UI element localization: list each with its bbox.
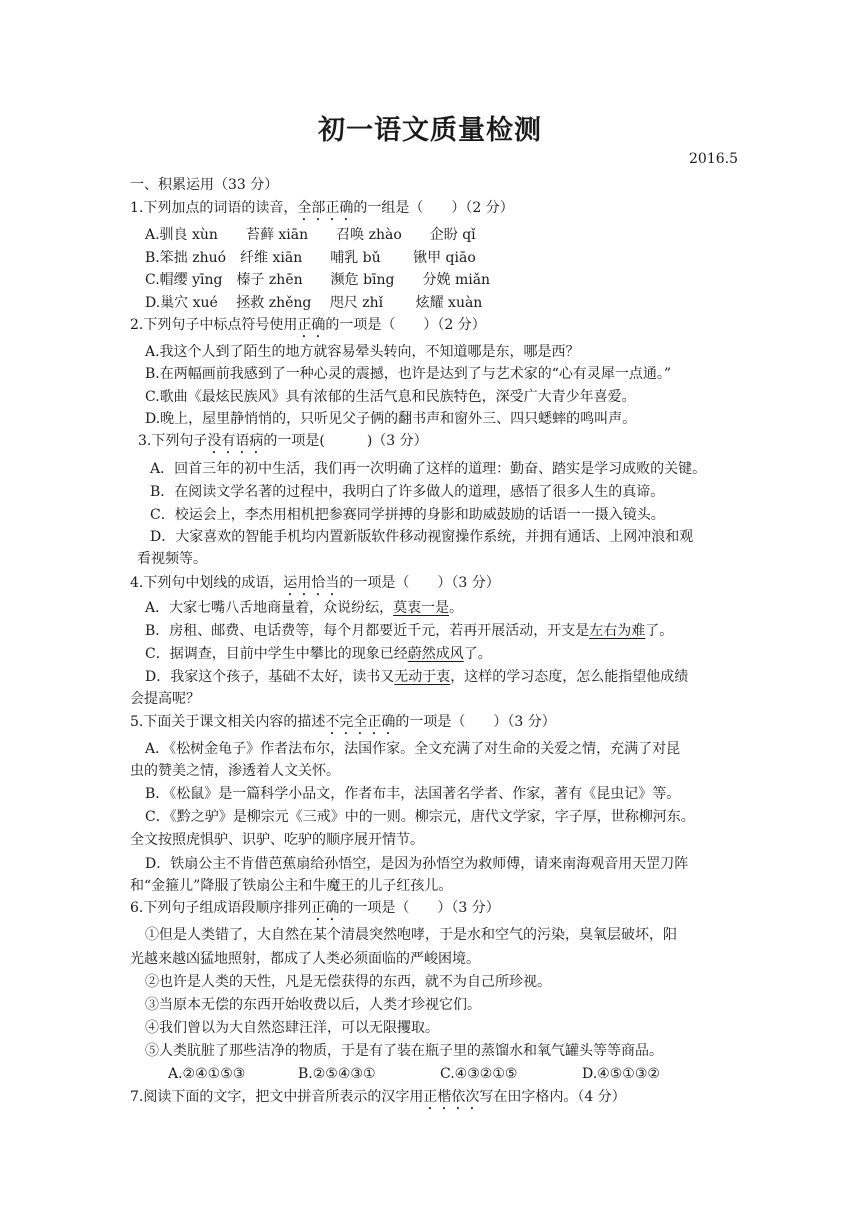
q3-option-b: B．在阅读文学名著的过程中，我明白了许多做人的道理，感悟了很多人生的真谛。 — [150, 484, 665, 500]
q3-option-d-cont: 看视频等。 — [137, 551, 207, 567]
q4-option-d: D．我家这个孩子，基础不太好，读书又无动于衷，这样的学习态度，怎么能指望他成绩 — [145, 669, 689, 685]
q6-sentence-3: ③当原本无偿的东西开始收费以后，人类才珍视它们。 — [145, 997, 481, 1013]
emphasis-text: 正楷依次 — [423, 1089, 480, 1105]
q5-option-c-cont: 全文按照虎惧驴、识驴、吃驴的顺序展开情节。 — [130, 832, 424, 848]
q1-option-d: D.巢穴 xué 拯救 zhěng 咫尺 zhǐ 炫耀 xuàn — [145, 295, 483, 311]
section-heading: 一、积累运用（33 分） — [130, 177, 279, 193]
q1-option-a: A.驯良 xùn 苔藓 xiān 召唤 zhào 企盼 qǐ — [145, 227, 476, 243]
q4-option-c: C．据调查，目前中学生中攀比的现象已经蔚然成风了。 — [145, 646, 492, 662]
question-4-stem: 4.下列句中划线的成语，运用恰当的一项是（ ）（3 分） — [130, 575, 500, 591]
emphasis-text: 全部正确 — [297, 200, 354, 216]
q4-option-d-cont: 会提高呢？ — [130, 691, 200, 707]
q6-sentence-2: ②也许是人类的天性，凡是无偿获得的东西，就不为自己所珍视。 — [145, 974, 551, 990]
q6-option-c: C.④③②①⑤ — [440, 1066, 518, 1082]
question-1-stem: 1.下列加点的词语的读音，全部正确的一组是（ ）（2 分） — [130, 200, 514, 216]
emphasis-text: 正确 — [311, 900, 340, 916]
q1-option-b: B.笨拙 zhuó 纤维 xiān 哺乳 bǔ 锹甲 qiāo — [145, 250, 476, 266]
question-6-stem: 6.下列句子组成语段顺序排列正确的一项是（ ）（3 分） — [130, 900, 500, 916]
q5-option-b: B．《松鼠》是一篇科学小品文，作者布丰，法国著名学者、作家，著有《昆虫记》等。 — [145, 786, 681, 802]
question-7-stem: 7.阅读下面的文字，把文中拼音所表示的汉字用正楷依次写在田字格内。（4 分） — [130, 1089, 626, 1105]
q1-option-c: C.帽缨 yīng 榛子 zhēn 濒危 bīng 分娩 miǎn — [145, 272, 491, 288]
q6-option-a: A.②④①⑤③ — [168, 1066, 246, 1082]
question-2-stem: 2.下列句子中标点符号使用正确的一项是（ ）（2 分） — [130, 317, 486, 333]
q4-option-b: B．房租、邮费、电话费等，每个月都要近千元，若再开展活动，开支是左右为难了。 — [145, 623, 674, 639]
q3-option-a: A．回首三年的初中生活，我们再一次明确了这样的道理：勤奋、踏实是学习成败的关键。 — [150, 461, 707, 477]
emphasis-text: 不完全正确 — [325, 714, 396, 730]
q5-option-d: D．铁扇公主不肯借芭蕉扇给孙悟空，是因为孙悟空为救师傅，请来南海观音用天罡刀阵 — [145, 856, 689, 872]
emphasis-text: 运用恰当 — [283, 575, 340, 591]
underlined-idiom: 无动于衷 — [394, 669, 451, 685]
q5-option-c: C．《黔之驴》是柳宗元《三戒》中的一则。柳宗元，唐代文学家，字子厚，世称柳河东。 — [145, 809, 695, 825]
page-title: 初一语文质量检测 — [318, 115, 542, 146]
q6-sentence-1-cont: 光越来越凶猛地照射，都成了人类必须面临的严峻困境。 — [130, 951, 480, 967]
emphasis-text: 没有语病 — [207, 433, 264, 449]
underlined-idiom: 莫衷一是 — [393, 600, 450, 616]
q5-option-a-cont: 虫的赞美之情，渗透着人文关怀。 — [130, 763, 340, 779]
underlined-idiom: 左右为难 — [589, 623, 646, 639]
q6-sentence-4: ④我们曾以为大自然恣肆汪洋，可以无限攫取。 — [145, 1020, 439, 1036]
q6-sentence-1: ①但是人类错了，大自然在某个清晨突然咆哮，于是水和空气的污染，臭氧层破坏，阳 — [145, 927, 677, 943]
q2-option-c: C.歌曲《最炫民族风》具有浓郁的生活气息和民族特色，深受广大青少年喜爱。 — [145, 389, 636, 405]
q5-option-d-cont: 和“金箍儿”降服了铁扇公主和牛魔王的儿子红孩儿。 — [130, 878, 453, 894]
q6-sentence-5: ⑤人类肮脏了那些洁净的物质，于是有了装在瓶子里的蒸馏水和氧气罐头等等商品。 — [145, 1043, 663, 1059]
q2-option-d: D.晚上，屋里静悄悄的，只听见父子俩的翻书声和窗外三、四只蟋蟀的鸣叫声。 — [145, 411, 637, 427]
q6-option-b: B.②⑤④③① — [298, 1066, 376, 1082]
q3-option-d: D．大家喜欢的智能手机均内置新版软件移动视窗操作系统，并拥有通话、上网冲浪和观 — [150, 529, 694, 545]
q5-option-a: A．《松树金龟子》作者法布尔，法国作家。全文充满了对生命的关爱之情，充满了对昆 — [145, 741, 681, 757]
q6-option-d: D.④⑤①③② — [582, 1066, 660, 1082]
q3-option-c: C．校运会上，李杰用相机把参赛同学拼搏的身影和助威鼓励的话语一一摄入镜头。 — [150, 507, 665, 523]
emphasis-text: 正确 — [297, 317, 326, 333]
exam-date: 2016.5 — [689, 151, 738, 167]
question-5-stem: 5.下面关于课文相关内容的描述不完全正确的一项是（ ）（3 分） — [130, 714, 556, 730]
q2-option-a: A.我这个人到了陌生的地方就容易晕头转向，不知道哪是东，哪是西？ — [145, 344, 580, 360]
underlined-idiom: 蔚然成风 — [407, 646, 464, 662]
q4-option-a: A．大家七嘴八舌地商量着，众说纷纭，莫衷一是。 — [145, 600, 464, 616]
q2-option-b: B.在两幅画前我感到了一种心灵的震撼，也许是达到了与艺术家的“心有灵犀一点通。” — [145, 366, 672, 382]
question-3-stem: 3.下列句子没有语病的一项是( )（3 分） — [138, 433, 428, 449]
